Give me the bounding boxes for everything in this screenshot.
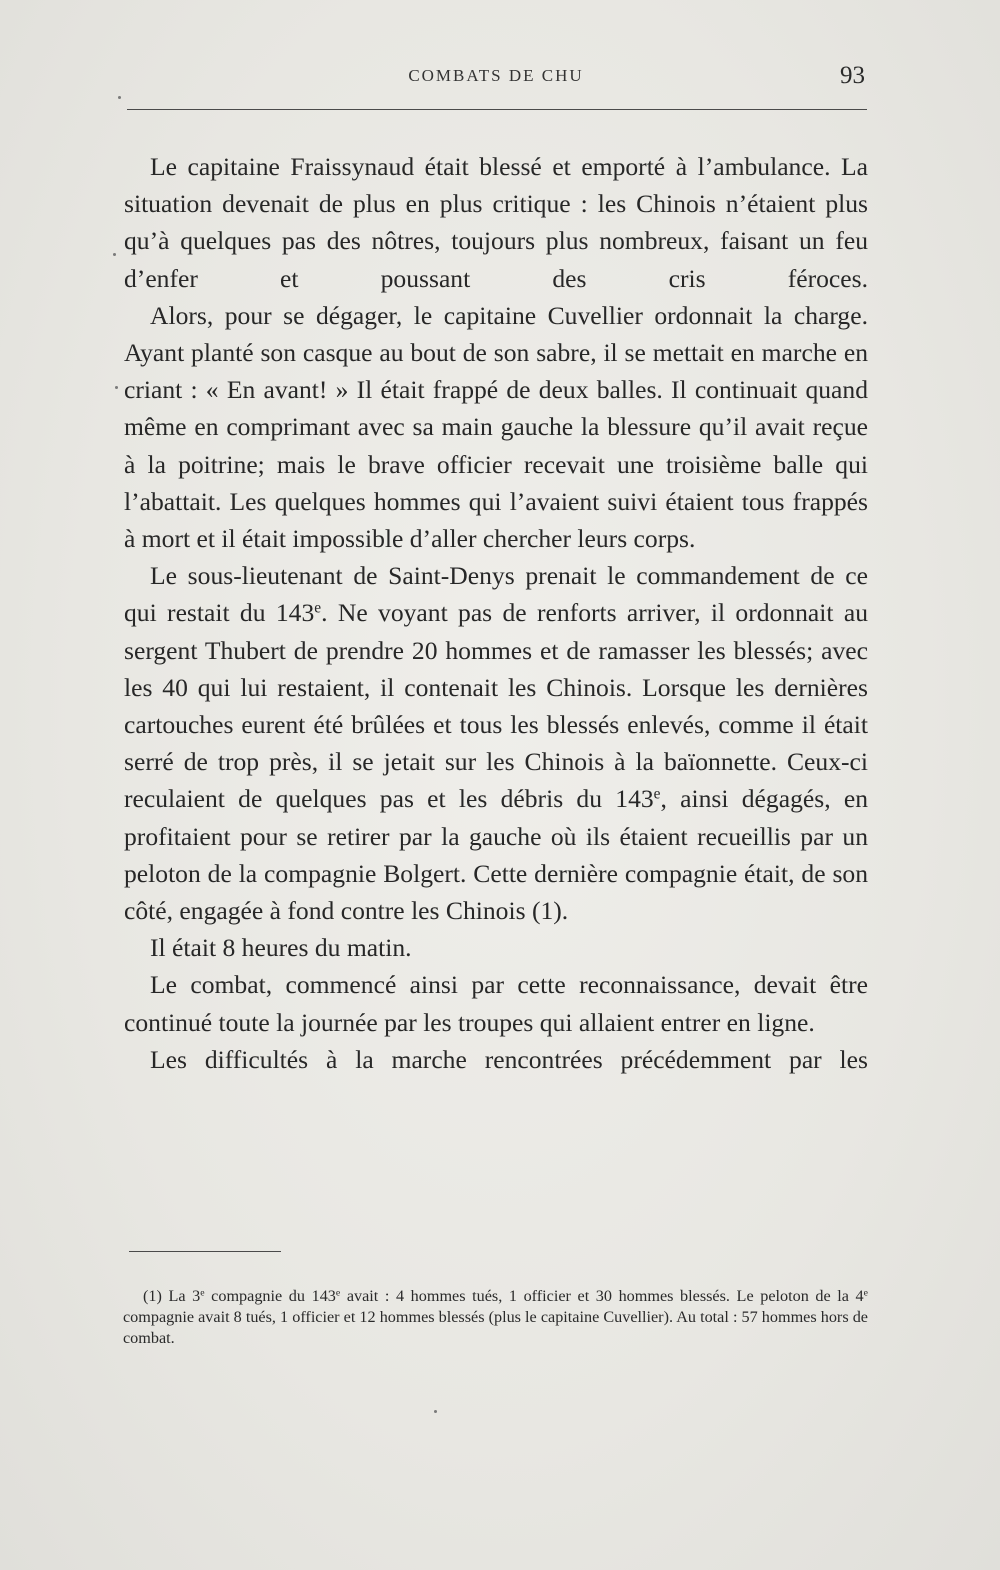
- paragraph-1: Le capitaine Fraissynaud était blessé et emporté à l’ambulance. La situation devenait de plus en plus critique : les Chinois n’étaient plus qu’à quelques pas des nôtres, toujours plus nombreux, faisant un feu d’enfer et poussant des cris féroces.: [124, 152, 868, 293]
- page-number: 93: [840, 62, 865, 89]
- ordinal-superscript: e: [653, 786, 661, 804]
- paragraph-4: Il était 8 heures du matin.: [150, 933, 412, 963]
- paragraph-6: Les difficultés à la marche rencontrées précédemment par les: [150, 1044, 868, 1074]
- ordinal-superscript: e: [314, 600, 322, 617]
- ordinal-superscript: e: [335, 1287, 341, 1299]
- footnote: [123, 1286, 868, 1349]
- paragraph-3-part-2: . Ne voyant pas de renforts arriver, il ordonnait au sergent Thubert de prendre 20 hommes et de ramasser les blessés; avec les 40 qui lui restaient, il contenait les Chinois. Lorsque les dernières cartouches eurent été brûlées et tous les blessés enlevés, comme il était serré de trop près, il se jetait sur les Chinois à la baïonnette. Ceux-ci reculaient de quelques pas et les débris du 143: [124, 598, 869, 814]
- body-text: [124, 148, 868, 1078]
- footnote-part-2: compagnie du 143: [204, 1287, 336, 1305]
- ordinal-superscript: e: [200, 1287, 205, 1299]
- footnote-part-1: (1) La 3: [143, 1287, 201, 1305]
- footnote-part-4: compagnie avait 8 tués, 1 officier et 12 hommes blessés (plus le capitaine Cuvellier). Au total : 57 hommes hors de combat.: [123, 1308, 868, 1347]
- running-title: COMBATS DE CHU: [408, 66, 584, 85]
- paper-speck: [115, 386, 118, 389]
- paragraph-2: Alors, pour se dégager, le capitaine Cuvellier ordonnait la charge. Ayant planté son casque au bout de son sabre, il se mettait en marche en criant : « En avant! » Il était frappé de deux balles. Il continuait quand même en comprimant avec sa main gauche la blessure qu’il avait reçue à la poitrine; mais le brave officier recevait une troisième balle qui l’abattait. Les quelques hommes qui l’avaient suivi étaient tous frappés à mort et il était impossible d’aller chercher leurs corps.: [124, 300, 868, 554]
- footnote-part-3: avait : 4 hommes tués, 1 officier et 30 hommes blessés. Le peloton de la 4: [340, 1287, 864, 1305]
- footnote-rule: [129, 1251, 281, 1252]
- ordinal-superscript: e: [863, 1287, 868, 1299]
- paragraph-3-part-3: , ainsi dégagés, en profitaient pour se retirer par la gauche où ils étaient recueillis par un peloton de la compagnie Bolgert. Cette dernière compagnie était, de son côté, engagée à fond contre les Chinois (1).: [124, 784, 869, 926]
- paragraph-5: Le combat, commencé ainsi par cette reconnaissance, devait être continué toute la journée par les troupes qui allaient entrer en ligne.: [124, 970, 868, 1037]
- paper-speck: [434, 1410, 437, 1413]
- paragraph-3: [124, 557, 868, 929]
- header-rule: [127, 109, 867, 110]
- paper-speck: [118, 96, 121, 99]
- paragraph-3-part-1: Le sous-lieutenant de Saint-Denys prenait le commandement de ce qui restait du 143: [124, 561, 868, 628]
- paper-speck: [113, 253, 116, 256]
- running-head: [127, 62, 865, 90]
